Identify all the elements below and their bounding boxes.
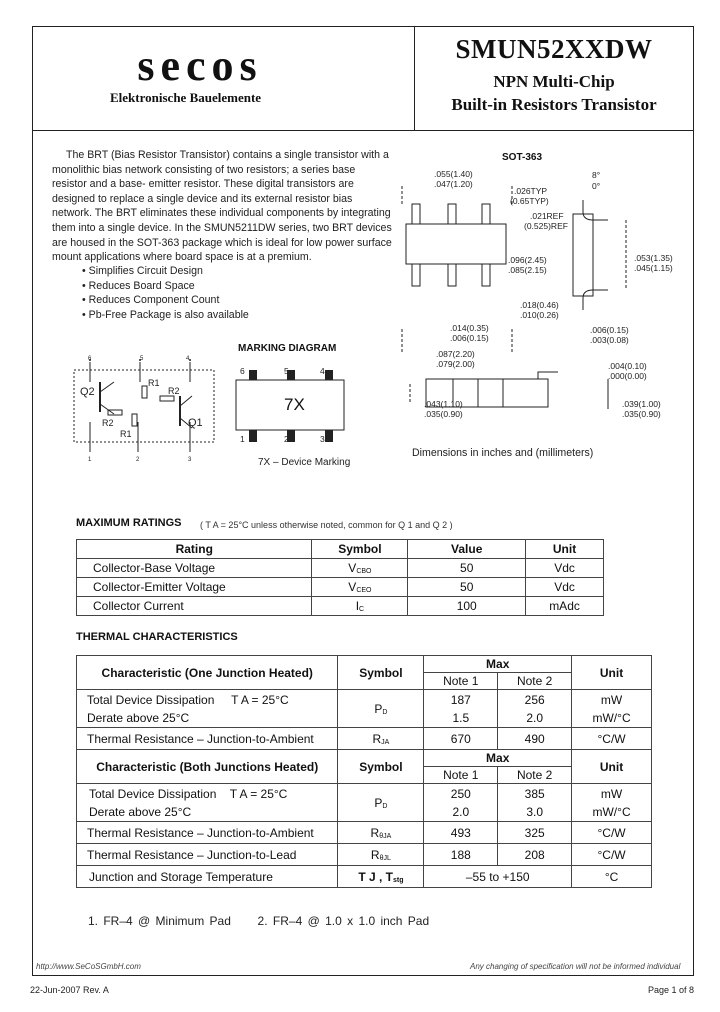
dim-text: .079(2.00) bbox=[436, 359, 475, 369]
rating-cell: Collector-Emitter Voltage bbox=[77, 578, 312, 597]
col-header: Symbol bbox=[312, 540, 408, 559]
r2-label: R2 bbox=[168, 386, 180, 396]
dim-text: .085(2.15) bbox=[508, 265, 547, 275]
unit-cell: °C/W bbox=[572, 844, 652, 866]
note1-cell: 493 bbox=[424, 822, 498, 844]
unit-cell: °C bbox=[572, 866, 652, 888]
table-row bbox=[77, 578, 604, 597]
dim-text: .045(1.15) bbox=[634, 263, 673, 273]
feature-item: • Pb-Free Package is also available bbox=[82, 308, 249, 323]
col-header: Rating bbox=[77, 540, 312, 559]
subtitle-line1: NPN Multi-Chip bbox=[493, 72, 615, 91]
dim-text: .006(0.15) bbox=[450, 333, 489, 343]
dim-text: .004(0.10) bbox=[608, 361, 647, 371]
char-cell: Total Device Dissipation T A = 25°C Derate above 25°C bbox=[77, 690, 338, 728]
feature-item: • Reduces Component Count bbox=[82, 293, 249, 308]
unit-cell: Vdc bbox=[526, 559, 604, 578]
dim-text: .021REF bbox=[530, 211, 564, 221]
table-notes: 1. FR–4 @ Minimum Pad 2. FR–4 @ 1.0 x 1.0 inch Pad bbox=[88, 914, 430, 928]
dim-text: .055(1.40) bbox=[434, 169, 473, 179]
thermal-title: THERMAL CHARACTERISTICS bbox=[76, 631, 238, 643]
dim-text: (0.65TYP) bbox=[510, 196, 549, 206]
char-cell: Total Device Dissipation T A = 25°C Derate above 25°C bbox=[77, 784, 338, 822]
symbol-cell: T J , Tstg bbox=[338, 866, 424, 888]
char-cell: Thermal Resistance – Junction-to-Ambient bbox=[77, 822, 338, 844]
footer-disclaimer: Any changing of specification will not be informed individual bbox=[470, 962, 681, 971]
q2-label: Q2 bbox=[80, 386, 95, 398]
note1-cell: 188 bbox=[424, 844, 498, 866]
dim-text: .003(0.08) bbox=[590, 335, 629, 345]
feature-list bbox=[82, 264, 249, 322]
marking-pin: 6 bbox=[240, 366, 245, 376]
max-ratings-title: MAXIMUM RATINGS bbox=[76, 517, 182, 529]
col-header: Characteristic (Both Junctions Heated) bbox=[77, 750, 338, 784]
dim-text: .047(1.20) bbox=[434, 179, 473, 189]
symbol-cell: RθJL bbox=[338, 844, 424, 866]
table-row bbox=[77, 784, 652, 822]
secos-logo bbox=[100, 44, 300, 88]
unit-cell: mAdc bbox=[526, 597, 604, 616]
note2-cell: 385 3.0 bbox=[498, 784, 572, 822]
unit-cell: Vdc bbox=[526, 578, 604, 597]
table-header-row bbox=[77, 750, 652, 767]
footer-date: 22-Jun-2007 Rev. A bbox=[30, 985, 109, 995]
feature-item: • Simplifies Circuit Design bbox=[82, 264, 249, 279]
dim-text: .010(0.26) bbox=[520, 310, 559, 320]
unit-cell: °C/W bbox=[572, 822, 652, 844]
rating-cell: Collector-Base Voltage bbox=[77, 559, 312, 578]
unit-cell: mW mW/°C bbox=[572, 690, 652, 728]
pin-label: 2 bbox=[136, 457, 140, 463]
angle-text: 8° bbox=[592, 170, 601, 180]
dim-text: .006(0.15) bbox=[590, 325, 629, 335]
r1b-label: R1 bbox=[120, 429, 132, 439]
angle-text: 0° bbox=[592, 181, 601, 191]
table-row bbox=[77, 690, 652, 728]
table-row bbox=[77, 866, 652, 888]
symbol-cell: VCBO bbox=[312, 559, 408, 578]
symbol-cell: RJA bbox=[338, 728, 424, 750]
char-cell: Junction and Storage Temperature bbox=[77, 866, 338, 888]
note2-cell: 490 bbox=[498, 728, 572, 750]
note1-cell: 187 1.5 bbox=[424, 690, 498, 728]
value-cell: 100 bbox=[408, 597, 526, 616]
package-body-side bbox=[573, 214, 593, 296]
note2-cell: 325 bbox=[498, 822, 572, 844]
note1-cell: 670 bbox=[424, 728, 498, 750]
dim-text: .035(0.90) bbox=[424, 409, 463, 419]
symbol-cell: PD bbox=[338, 690, 424, 728]
marking-pin: 1 bbox=[240, 434, 245, 444]
r2b-label: R2 bbox=[102, 418, 114, 428]
r1-label: R1 bbox=[148, 378, 160, 388]
marking-pin: 3 bbox=[320, 434, 325, 444]
col-header: Value bbox=[408, 540, 526, 559]
table-header-row bbox=[77, 656, 652, 673]
logo-wordmark: secos bbox=[137, 44, 263, 88]
dim-text: (0.525)REF bbox=[524, 221, 568, 231]
footer-url: http://www.SeCoSGmbH.com bbox=[36, 962, 141, 971]
circuit-schematic bbox=[70, 352, 220, 462]
dim-text: .043(1.10) bbox=[424, 399, 463, 409]
description: The BRT (Bias Resistor Transistor) contains a single transistor with a monolithic bias network consisting of two resistors; a series base resistor and a base- emitter resistor. These digital transistors are designed to replace a single device and its external resistor bias network. The BRT eliminates these individual components by integrating them into a single device. In the SMUN5211DW series, two BRT devices are housed in the SOT-363 package which is ideal for low power surface mount applications where board space is at a premium. bbox=[52, 149, 392, 264]
symbol-cell: PD bbox=[338, 784, 424, 822]
symbol-cell: RθJA bbox=[338, 822, 424, 844]
header-divider bbox=[32, 130, 694, 131]
value-cell: –55 to +150 bbox=[424, 866, 572, 888]
col-header: Unit bbox=[526, 540, 604, 559]
feature-item: • Reduces Board Space bbox=[82, 279, 249, 294]
marking-pin: 2 bbox=[284, 434, 289, 444]
unit-cell: mW mW/°C bbox=[572, 784, 652, 822]
pin-label: 5 bbox=[140, 356, 144, 362]
max-ratings-table bbox=[76, 539, 604, 616]
dim-text: .087(2.20) bbox=[436, 349, 475, 359]
symbol-cell: VCEO bbox=[312, 578, 408, 597]
col-header: Note 1 bbox=[424, 673, 498, 690]
dim-text: .000(0.00) bbox=[608, 371, 647, 381]
col-header: Unit bbox=[572, 656, 652, 690]
note2-cell: 208 bbox=[498, 844, 572, 866]
table-row bbox=[77, 559, 604, 578]
marking-title: MARKING DIAGRAM bbox=[238, 343, 337, 354]
dim-text: .039(1.00) bbox=[622, 399, 661, 409]
note2-cell: 256 2.0 bbox=[498, 690, 572, 728]
table-row bbox=[77, 728, 652, 750]
symbol-cell: IC bbox=[312, 597, 408, 616]
dim-text: .018(0.46) bbox=[520, 300, 559, 310]
col-header: Max bbox=[424, 750, 572, 767]
thermal-table bbox=[76, 655, 652, 888]
dim-text: .096(2.45) bbox=[508, 255, 547, 265]
col-header: Note 2 bbox=[498, 767, 572, 784]
unit-cell: °C/W bbox=[572, 728, 652, 750]
table-header-row bbox=[77, 540, 604, 559]
dim-text: .014(0.35) bbox=[450, 323, 489, 333]
rating-cell: Collector Current bbox=[77, 597, 312, 616]
pin-label: 1 bbox=[88, 457, 92, 463]
max-ratings-condition: ( T A = 25°C unless otherwise noted, common for Q 1 and Q 2 ) bbox=[200, 520, 453, 530]
marking-pin: 4 bbox=[320, 366, 325, 376]
subtitle-line2: Built-in Resistors Transistor bbox=[451, 95, 657, 114]
col-header: Max bbox=[424, 656, 572, 673]
pin-label: 4 bbox=[186, 356, 190, 362]
q1-label: Q1 bbox=[188, 417, 203, 429]
value-cell: 50 bbox=[408, 578, 526, 597]
value-cell: 50 bbox=[408, 559, 526, 578]
marking-pin: 5 bbox=[284, 366, 289, 376]
col-header: Note 2 bbox=[498, 673, 572, 690]
pin-label: 6 bbox=[88, 356, 92, 362]
marking-code: 7X bbox=[284, 395, 305, 414]
dimensions-note: Dimensions in inches and (millimeters) bbox=[412, 447, 594, 459]
char-cell: Thermal Resistance – Junction-to-Lead bbox=[77, 844, 338, 866]
col-header: Symbol bbox=[338, 750, 424, 784]
col-header: Unit bbox=[572, 750, 652, 784]
logo-subtitle: Elektronische Bauelemente bbox=[110, 90, 262, 105]
part-number: SMUN52XXDW bbox=[455, 34, 653, 64]
package-body-top bbox=[406, 224, 506, 264]
dim-text: .053(1.35) bbox=[634, 253, 673, 263]
col-header: Characteristic (One Junction Heated) bbox=[77, 656, 338, 690]
note1-cell: 250 2.0 bbox=[424, 784, 498, 822]
col-header: Symbol bbox=[338, 656, 424, 690]
pin-label: 3 bbox=[188, 457, 192, 463]
dim-text: .035(0.90) bbox=[622, 409, 661, 419]
package-title: SOT-363 bbox=[502, 152, 543, 163]
table-row bbox=[77, 597, 604, 616]
table-row bbox=[77, 822, 652, 844]
col-header: Note 1 bbox=[424, 767, 498, 784]
char-cell: Thermal Resistance – Junction-to-Ambient bbox=[77, 728, 338, 750]
footer-page: Page 1 of 8 bbox=[648, 985, 695, 995]
dim-text: .026TYP bbox=[514, 186, 548, 196]
marking-caption: 7X – Device Marking bbox=[258, 457, 351, 468]
table-row bbox=[77, 844, 652, 866]
